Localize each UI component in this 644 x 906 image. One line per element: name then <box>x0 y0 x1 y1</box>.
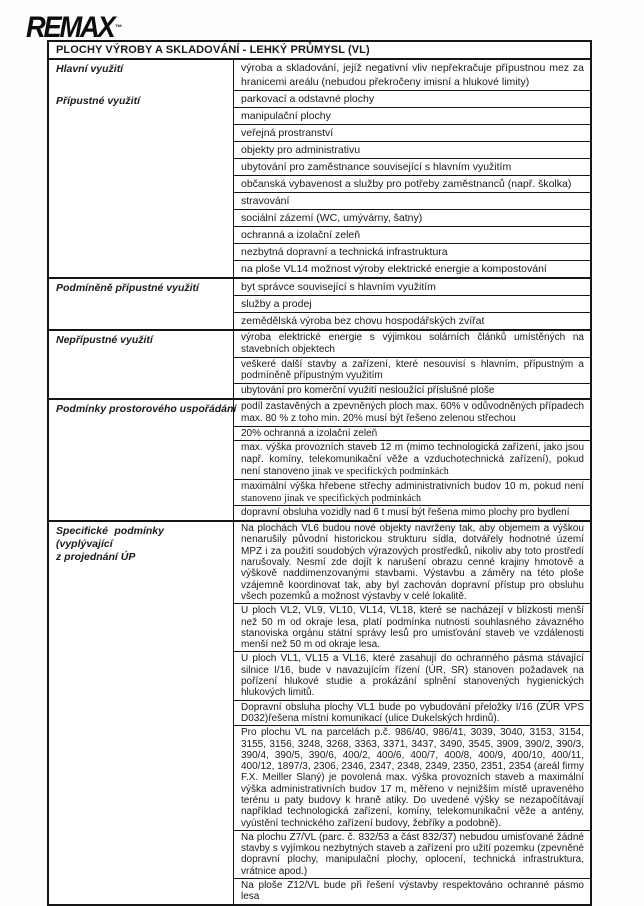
table-cell <box>234 357 590 384</box>
table-title: PLOCHY VÝROBY A SKLADOVÁNÍ - LEHKÝ PRŮMYSL (VL) <box>49 42 590 60</box>
cell-text: výroba a skladování, jejíž negativní vliv nepřekračuje přípustnou mez za hranicemi areálu (nebudou překročeny imisní a hlukové limity) <box>241 62 584 88</box>
table-cell <box>234 158 590 175</box>
table-cell <box>234 260 590 277</box>
table-cell <box>234 175 590 192</box>
cell-text: na ploše VL14 možnost výroby elektrické energie a kompostování <box>241 263 547 275</box>
cell-text: stravování <box>241 195 290 207</box>
cell-text: dopravní obsluha vozidly nad 6 t musí být řešena mimo plochy pro bydlení <box>241 507 570 519</box>
section-label: Podmíněně přípustné využití <box>56 282 199 294</box>
section-main-and-permissible-use <box>49 60 590 279</box>
cell-text: Dopravní obsluha plochy VL1 bude po vybudování přeložky I/16 (ZÚR VPS D032)řešena místní komunikací (ulice Dukelských hrdinů). <box>241 701 584 724</box>
cell-text: 20% ochranná a izolační zeleň <box>241 427 378 439</box>
table-cell <box>234 192 590 209</box>
cell-text: veřejná prostranství <box>241 127 334 139</box>
table-cell <box>234 878 590 904</box>
cell-text: sociální zázemí (WC, umývárny, šatny) <box>241 212 423 224</box>
cell-text: podíl zastavěných a zpevněných ploch max. 60% v odůvodněných případech max. 80 % z toho min. 20% musí být řešeno zelenou střechou <box>241 400 584 424</box>
section-label-secondary: Přípustné využití <box>56 95 141 107</box>
table-cell <box>234 479 590 506</box>
section-label-secondary: z projednání ÚP <box>56 551 136 564</box>
cell-text-serif: jinak ve specifických podmínkách <box>309 465 449 477</box>
table-cell <box>234 124 590 141</box>
table-cell <box>234 725 590 830</box>
section-specific-conditions <box>49 522 590 904</box>
cell-text: U ploch VL2, VL9, VL10, VL14, VL18, které se nacházejí v blízkosti menší než 50 m od okraje lesa, platí podmínka nutnosti souhlasného závazného stanoviska orgánu státní správy lesů pro umisťování staveb ve vzdálenosti menší než 50 m od okraje lesa. <box>241 605 584 651</box>
section-items <box>234 331 590 398</box>
table-cell <box>234 426 590 441</box>
table-cell <box>234 295 590 312</box>
table-cell <box>234 522 590 603</box>
cell-text: objekty pro administrativu <box>241 144 361 156</box>
section-items <box>234 279 590 329</box>
cell-text: parkovací a odstavné plochy <box>241 93 375 105</box>
cell-text: nezbytná dopravní a technická infrastruktura <box>241 246 448 258</box>
trademark-icon: ™ <box>115 23 123 32</box>
table-cell <box>234 279 590 295</box>
cell-text: Na plochách VL6 budou nové objekty navrženy tak, aby objemem a výškou nenarušily původní historickou strukturu sídla, dotvářely hodnotné území MPZ i za použití soudobých výrazových prostředků, nikoliv aby toto prostředí narušovaly. Nesmí zde dojít k narušení obrazu cenné krajiny hmotově a výškově naddimenzovanými stavbami. Výstavbu a záměry na této ploše vzájemně koordinovat tak, aby byl zachován dopravní přístup pro obsluhu všech pozemků a možnost výstavby v celé lokalitě. <box>241 523 584 602</box>
section-items <box>234 60 590 277</box>
section-label-cell <box>49 60 234 277</box>
cell-text: ubytování pro zaměstnance související s hlavním využitím <box>241 161 512 173</box>
cell-text: ubytování pro komerční využití nesloužící příslušné ploše <box>241 385 495 397</box>
cell-text: občanská vybavenost a služby pro potřeby zaměstnanců (např. školka) <box>241 178 572 190</box>
section-label: Hlavní využití <box>56 63 124 75</box>
table-cell <box>234 209 590 226</box>
section-label-cell <box>49 400 237 520</box>
table-cell <box>234 60 590 90</box>
remax-logo <box>26 10 123 44</box>
table-cell <box>234 383 590 398</box>
zoning-regulation-table <box>47 40 592 906</box>
section-impermissible-use <box>49 331 590 400</box>
table-cell <box>234 651 590 699</box>
table-cell <box>234 90 590 107</box>
cell-text: manipulační plochy <box>241 110 331 122</box>
table-cell <box>234 226 590 243</box>
table-cell <box>234 440 590 478</box>
table-cell <box>234 312 590 329</box>
section-label: Specifické podmínky (vyplývající <box>56 525 164 551</box>
section-label-cell <box>49 279 234 329</box>
section-conditionally-permissible-use <box>49 279 590 331</box>
table-cell <box>234 243 590 260</box>
table-cell <box>234 505 590 520</box>
section-items <box>234 522 590 904</box>
cell-text: zemědělská výroba bez chovu hospodářských zvířat <box>241 315 485 327</box>
table-cell <box>234 141 590 158</box>
section-items <box>234 400 590 520</box>
section-label-cell <box>49 522 234 904</box>
cell-text: maximální výška hřebene střechy administrativních budov 10 m, pokud není <box>241 480 584 492</box>
cell-text: výroba elektrické energie s výjimkou solárních článků umístěných na stavebních objektech <box>241 332 584 355</box>
table-cell <box>234 830 590 878</box>
cell-text: služby a prodej <box>241 298 312 310</box>
cell-text-serif: stanoveno jinak ve specifických podmínkách <box>241 492 421 504</box>
remax-logo-text: REMAX <box>26 10 114 44</box>
cell-text: Na plochu Z7/VL (parc. č. 832/53 a část 832/37) nebudou umisťované žádné stavby s vyjímkou nezbytných staveb a zařízení pro užití pozemku (zpevněné dopravní plochy, manipulační plochy, oplocení, technická infrastruktura, vrátnice apod.) <box>241 831 584 877</box>
cell-text: Na ploše Z12/VL bude při řešení výstavby respektováno ochranné pásmo lesa <box>241 880 584 903</box>
cell-text: Pro plochu VL na parcelách p.č. 986/40, 986/41, 3039, 3040, 3153, 3154, 3155, 3156, 3248, 3268, 3363, 3371, 3437, 3490, 3545, 3909, 390/2, 390/3, 390/4, 390/5, 390/6, 400/2, 400/6, 400/7, 400/8, 400/9, 400/10, 400/11, 400/12, 1897/3, 2306, 2346, 2347, 2348, 2349, 2350, 2351, 2354 (areál firmy F.X. Meiller Slaný) je povolená max. výška provozních staveb a maximální výška administrativních budov 17 m, měřeno v nejnižším místě upraveného terénu u paty budovy k hraně atiky. Do uvedené výšky se nezapočítávají například technologická zařízení, komíny, telekomunikační věže a antény, vyústění technického zařízení budovy, žebříky a podobně). <box>241 727 584 829</box>
table-cell <box>234 107 590 124</box>
table-cell <box>234 331 590 357</box>
section-label: Podmínky prostorového uspořádání <box>56 402 237 415</box>
cell-text: veškeré další stavby a zařízení, které nesouvisí s hlavním, přípustným a podmíněně přípustným využitím <box>241 358 584 382</box>
section-spatial-arrangement-conditions <box>49 400 590 522</box>
table-cell <box>234 700 590 726</box>
table-cell <box>234 603 590 651</box>
cell-text: U ploch VL1, VL15 a VL16, které zasahují do ochranného pásma stávající silnice I/16, bude v navazujícím řízení (ÚR, SR) stanoven požadavek na pořízení hlukové studie a prokázání splnění stanovených hygienických hlukových limitů. <box>241 653 584 699</box>
table-cell <box>234 400 590 426</box>
section-label: Nepřípustné využití <box>56 334 153 346</box>
section-label-cell <box>49 331 234 398</box>
cell-text: ochranná a izolační zeleň <box>241 229 361 241</box>
cell-text: max. výška provozních staveb 12 m (mimo technologická zařízení, jako jsou např. komíny, telekomunikační věže a vzduchotechnická zařízení), pokud není stanoveno <box>241 442 584 477</box>
cell-text: byt správce související s hlavním využitím <box>241 281 436 293</box>
